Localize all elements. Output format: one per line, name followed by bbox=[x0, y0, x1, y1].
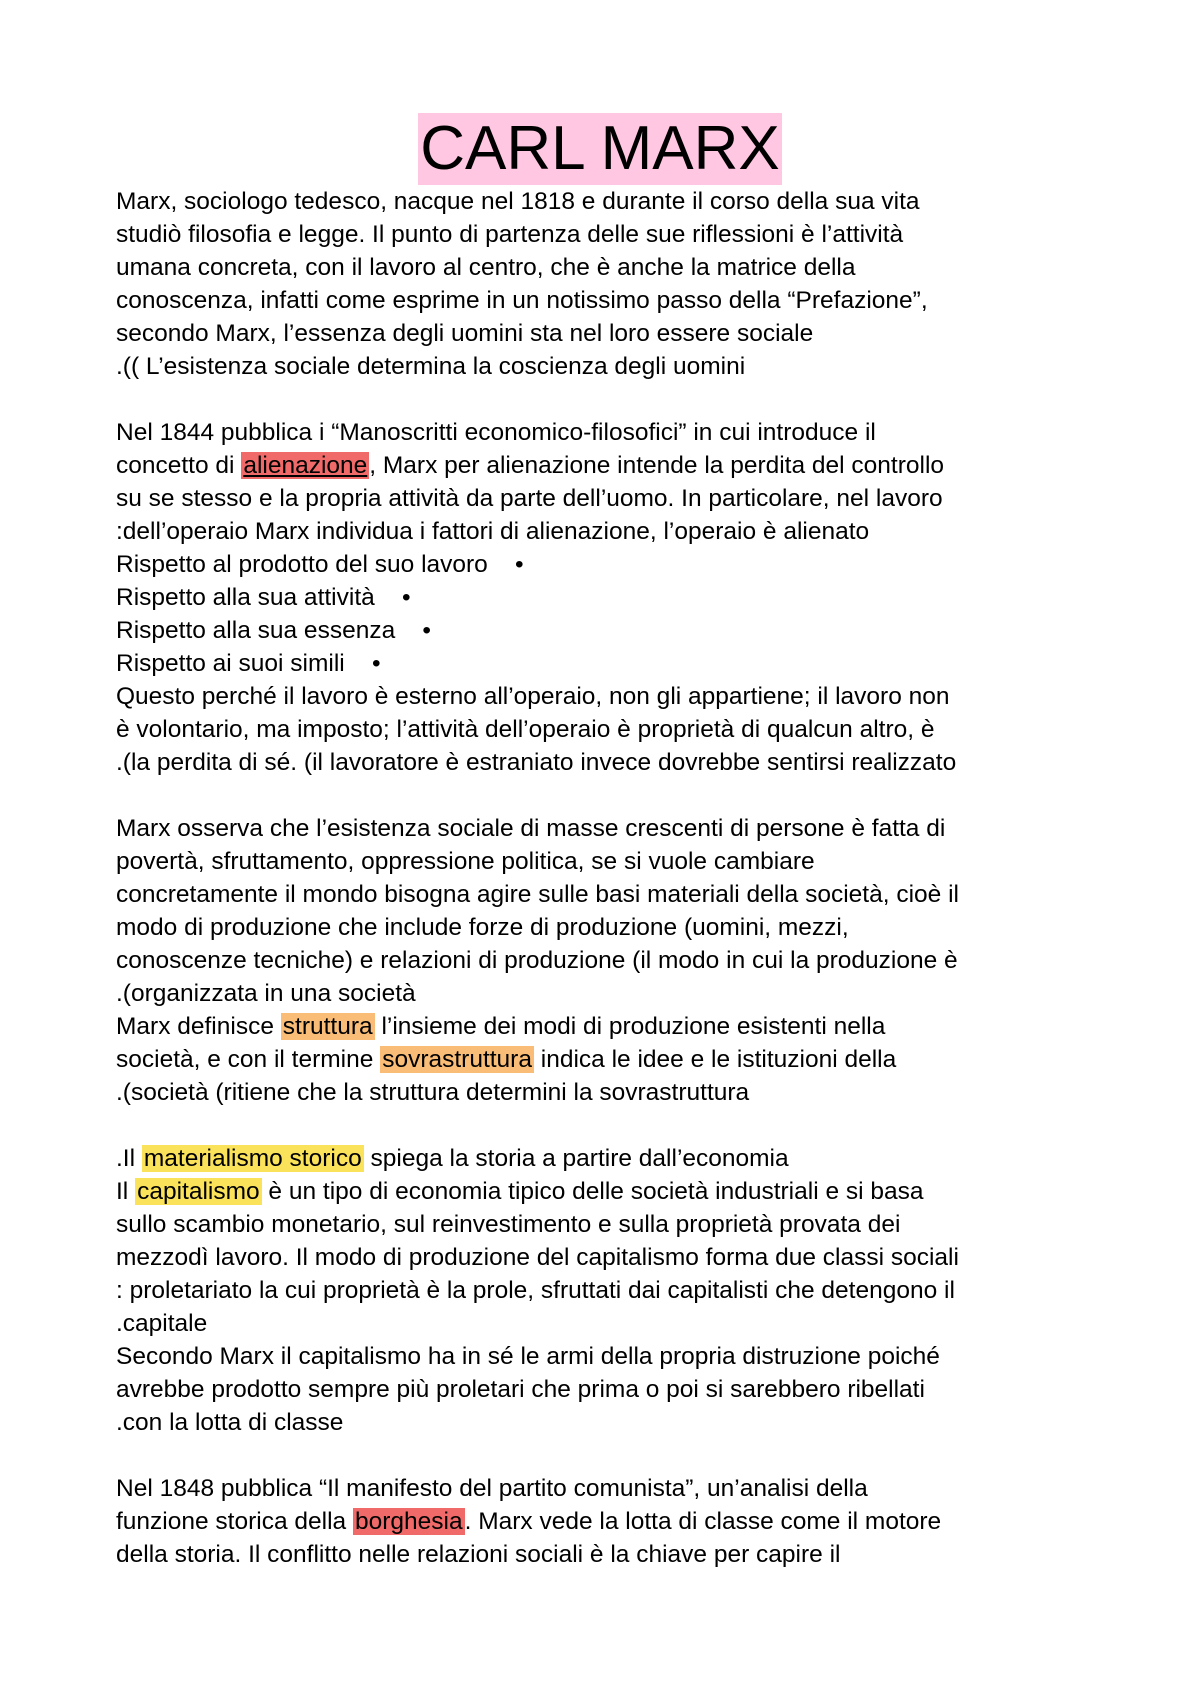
text-line bbox=[116, 350, 1126, 383]
text-segment: povertà, sfruttamento, oppressione politica, se si vuole cambiare bbox=[116, 848, 815, 875]
text-line bbox=[116, 1142, 1126, 1175]
text-segment: è un tipo di economia tipico delle società industriali e si basa bbox=[261, 1178, 924, 1205]
text-line bbox=[116, 746, 1126, 779]
text-segment: è volontario, ma imposto; l’attività dell’operaio è proprietà di qualcun altro, è bbox=[116, 716, 935, 743]
text-line bbox=[116, 515, 1126, 548]
text-segment: spiega la storia a partire dall’economia bbox=[363, 1145, 789, 1172]
title-container bbox=[0, 113, 1200, 185]
text-line bbox=[116, 1208, 1126, 1241]
text-segment: Rispetto alla sua attività • bbox=[116, 584, 411, 611]
text-line bbox=[116, 1043, 1126, 1076]
text-segment: sullo scambio monetario, sul reinvestimento e sulla proprietà provata dei bbox=[116, 1211, 901, 1238]
text-line bbox=[116, 812, 1126, 845]
text-segment: concretamente il mondo bisogna agire sulle basi materiali della società, cioè il bbox=[116, 881, 959, 908]
text-segment: indica le idee e le istituzioni della bbox=[533, 1046, 897, 1073]
text-segment: avrebbe prodotto sempre più proletari che prima o poi si sarebbero ribellati bbox=[116, 1376, 925, 1403]
highlighted-term: borghesia bbox=[354, 1508, 463, 1535]
text-segment: conoscenze tecniche) e relazioni di produzione (il modo in cui la produzione è bbox=[116, 947, 958, 974]
text-segment: . Marx vede la lotta di classe come il motore bbox=[464, 1508, 942, 1535]
text-segment: .(la perdita di sé. (il lavoratore è estraniato invece dovrebbe sentirsi realizzato bbox=[116, 749, 957, 776]
text-segment: Rispetto alla sua essenza • bbox=[116, 617, 431, 644]
text-segment: .con la lotta di classe bbox=[116, 1409, 344, 1436]
text-line bbox=[116, 548, 1126, 581]
text-line bbox=[116, 878, 1126, 911]
highlighted-term: sovrastruttura bbox=[382, 1046, 532, 1073]
paragraph bbox=[116, 416, 1126, 779]
text-line bbox=[116, 185, 1126, 218]
text-segment: società, e con il termine bbox=[116, 1046, 381, 1073]
text-line bbox=[116, 1373, 1126, 1406]
text-segment: .(( L’esistenza sociale determina la coscienza degli uomini bbox=[116, 353, 746, 380]
text-line bbox=[116, 944, 1126, 977]
text-segment: umana concreta, con il lavoro al centro, che è anche la matrice della bbox=[116, 254, 856, 281]
text-segment: .capitale bbox=[116, 1310, 208, 1337]
text-segment: Marx osserva che l’esistenza sociale di masse crescenti di persone è fatta di bbox=[116, 815, 946, 842]
paragraph bbox=[116, 185, 1126, 383]
text-segment: :dell’operaio Marx individua i fattori di alienazione, l’operaio è alienato bbox=[116, 518, 870, 545]
text-line bbox=[116, 251, 1126, 284]
text-line bbox=[116, 1274, 1126, 1307]
text-line bbox=[116, 1307, 1126, 1340]
text-segment: , Marx per alienazione intende la perdita del controllo bbox=[369, 452, 945, 479]
text-line bbox=[116, 1010, 1126, 1043]
text-segment: conoscenza, infatti come esprime in un notissimo passo della “Prefazione”, bbox=[116, 287, 928, 314]
text-line bbox=[116, 1340, 1126, 1373]
paragraph bbox=[116, 812, 1126, 1109]
text-line bbox=[116, 845, 1126, 878]
page-title: CARL MARX bbox=[420, 114, 780, 183]
text-line bbox=[116, 1538, 1126, 1571]
text-line bbox=[116, 1076, 1126, 1109]
text-line bbox=[116, 317, 1126, 350]
text-segment: Il bbox=[116, 1178, 136, 1205]
text-segment: della storia. Il conflitto nelle relazioni sociali è la chiave per capire il bbox=[116, 1541, 841, 1568]
text-segment: su se stesso e la propria attività da parte dell’uomo. In particolare, nel lavoro bbox=[116, 485, 943, 512]
text-segment: .(società (ritiene che la struttura determini la sovrastruttura bbox=[116, 1079, 750, 1106]
text-segment: Rispetto al prodotto del suo lavoro • bbox=[116, 551, 524, 578]
text-line bbox=[116, 1406, 1126, 1439]
paragraph bbox=[116, 1142, 1126, 1439]
highlighted-term: capitalismo bbox=[137, 1178, 260, 1205]
highlighted-term: alienazione bbox=[243, 452, 368, 479]
text-line bbox=[116, 647, 1126, 680]
paragraph-spacer bbox=[116, 779, 1126, 812]
text-segment: l’insieme dei modi di produzione esistenti nella bbox=[374, 1013, 886, 1040]
highlighted-term: materialismo storico bbox=[143, 1145, 362, 1172]
text-segment: studiò filosofia e legge. Il punto di partenza delle sue riflessioni è l’attività bbox=[116, 221, 904, 248]
paragraph-spacer bbox=[116, 1439, 1126, 1472]
text-line bbox=[116, 1175, 1126, 1208]
text-line bbox=[116, 680, 1126, 713]
text-line bbox=[116, 614, 1126, 647]
text-segment: funzione storica della bbox=[116, 1508, 353, 1535]
text-segment: Marx definisce bbox=[116, 1013, 281, 1040]
text-segment: mezzodì lavoro. Il modo di produzione del capitalismo forma due classi sociali bbox=[116, 1244, 959, 1271]
text-line bbox=[116, 911, 1126, 944]
text-line bbox=[116, 581, 1126, 614]
text-segment: Nel 1844 pubblica i “Manoscritti economico-filosofici” in cui introduce il bbox=[116, 419, 876, 446]
text-line bbox=[116, 482, 1126, 515]
text-segment: Marx, sociologo tedesco, nacque nel 1818 e durante il corso della sua vita bbox=[116, 188, 920, 215]
text-line bbox=[116, 218, 1126, 251]
paragraph bbox=[116, 1472, 1126, 1571]
highlighted-term: struttura bbox=[282, 1013, 373, 1040]
text-segment: .(organizzata in una società bbox=[116, 980, 416, 1007]
text-line bbox=[116, 1241, 1126, 1274]
paragraph-spacer bbox=[116, 383, 1126, 416]
text-line bbox=[116, 416, 1126, 449]
text-segment: secondo Marx, l’essenza degli uomini sta nel loro essere sociale bbox=[116, 320, 814, 347]
text-line bbox=[116, 977, 1126, 1010]
text-segment: Nel 1848 pubblica “Il manifesto del partito comunista”, un’analisi della bbox=[116, 1475, 868, 1502]
text-segment: Secondo Marx il capitalismo ha in sé le armi della propria distruzione poiché bbox=[116, 1343, 940, 1370]
text-segment: Questo perché il lavoro è esterno all’operaio, non gli appartiene; il lavoro non bbox=[116, 683, 950, 710]
text-segment: modo di produzione che include forze di produzione (uomini, mezzi, bbox=[116, 914, 849, 941]
text-line bbox=[116, 1472, 1126, 1505]
text-line bbox=[116, 449, 1126, 482]
document-body bbox=[116, 185, 1126, 1571]
text-segment: .Il bbox=[116, 1145, 142, 1172]
text-line bbox=[116, 284, 1126, 317]
text-segment: : proletariato la cui proprietà è la prole, sfruttati dai capitalisti che detengono il bbox=[116, 1277, 955, 1304]
text-line bbox=[116, 713, 1126, 746]
text-segment: Rispetto ai suoi simili • bbox=[116, 650, 381, 677]
text-line bbox=[116, 1505, 1126, 1538]
text-segment: concetto di bbox=[116, 452, 242, 479]
paragraph-spacer bbox=[116, 1109, 1126, 1142]
